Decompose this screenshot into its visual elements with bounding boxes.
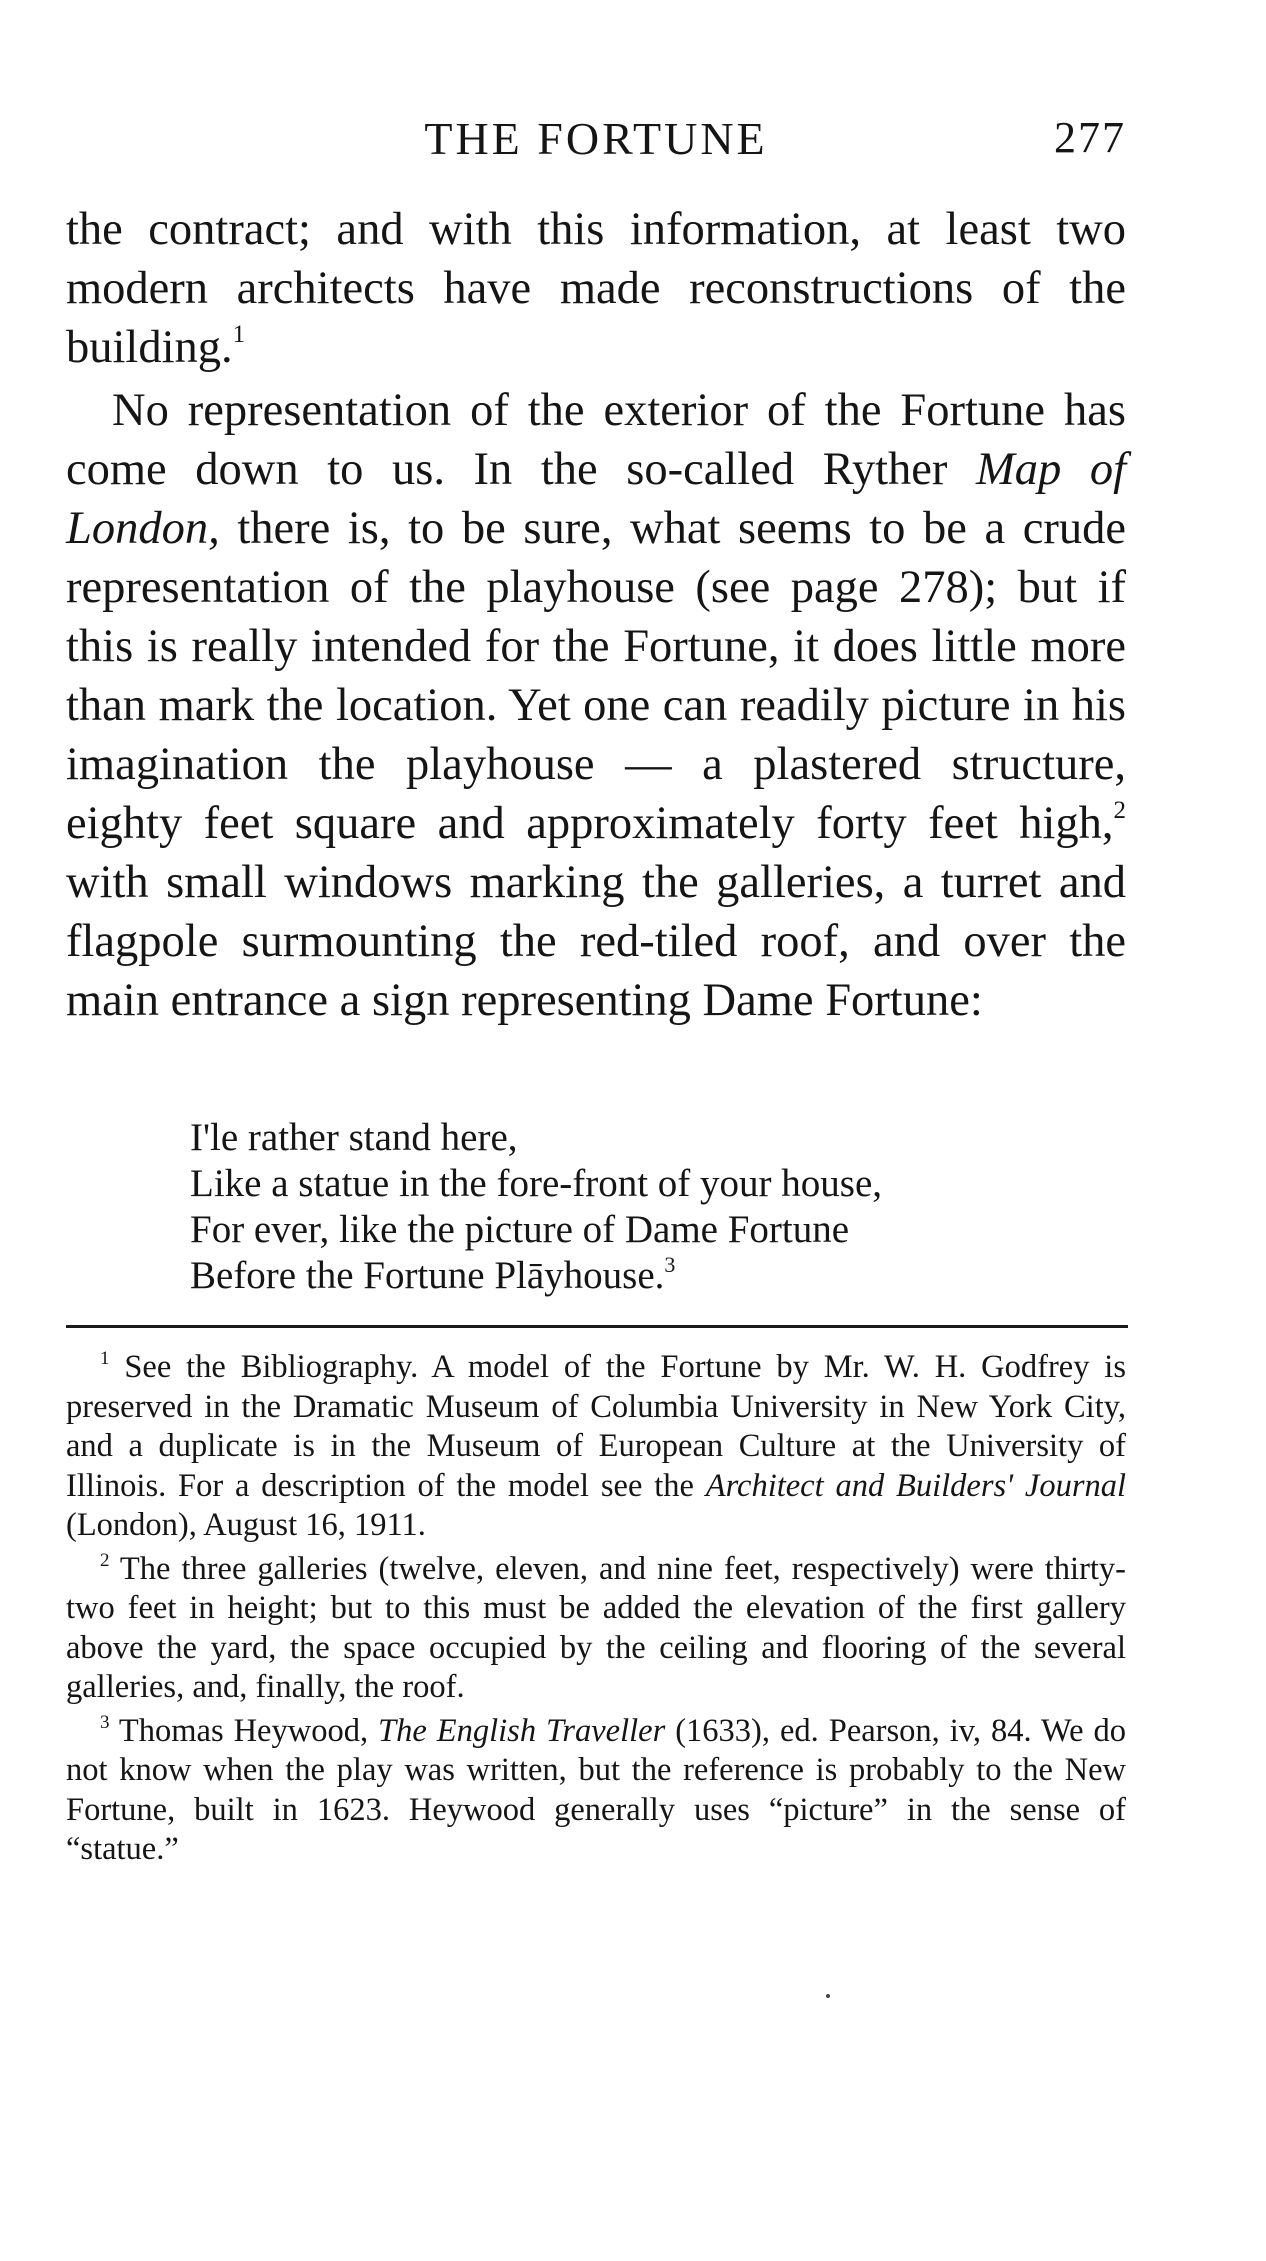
page-number: 277 (1054, 113, 1126, 162)
footnote-3-text-a: Thomas Heywood, (109, 1712, 379, 1749)
journal-title: Architect and Builders' Journal (705, 1467, 1126, 1504)
quote-line: Like a statue in the fore-front of your house, (190, 1162, 883, 1205)
paragraph-2-text-d: with small windows marking the galleries, a turret and flagpole surmounting the red-tiled roof, and over the main entrance a sign representing Dame Fortune: (66, 857, 1126, 1026)
print-speck (826, 1994, 830, 1998)
footnote-1 (66, 1348, 1126, 1546)
footnote-ref-2: 2 (1113, 797, 1126, 824)
footnote-1-marker: 1 (100, 1348, 110, 1369)
footnote-2 (66, 1550, 1126, 1708)
body-text (66, 200, 1126, 1030)
footnote-ref-3: 3 (664, 1252, 676, 1277)
quote-line-last (190, 1253, 1090, 1299)
footnote-3-marker: 3 (100, 1711, 110, 1733)
footnote-1-text-a: See the Bibliography. A model of the Fortune by Mr. W. H. Godfrey is preserved in the Dramatic Museum of Columbia University in New York City, and a duplicate is in the Museum of European Culture at the University of Illinois. For a description of the model see the (66, 1349, 1126, 1504)
footnote-3 (66, 1712, 1126, 1870)
verse-quotation (190, 1115, 1090, 1299)
footnote-ref-1: 1 (232, 321, 246, 348)
footnote-rule (66, 1325, 1128, 1328)
play-title: The English Traveller (378, 1712, 666, 1749)
paragraph-2-text-a: No representation of the exterior of the Fortune has come down to us. In the so-called Ryther (66, 385, 1126, 495)
running-title: THE FORTUNE (424, 113, 768, 164)
footnote-1-text-c: (London), August 16, 1911. (66, 1507, 426, 1543)
paragraph-2-text-c: there is, to be sure, what seems to be a crude representation of the playhouse (see page 278); but if this is really intended for the Fortune, it does little more than mark the location. Yet one can readily picture in his imagination the playhouse — a plastered structure, eighty feet square and approximately forty feet high, (66, 503, 1126, 849)
footnotes (66, 1348, 1126, 1870)
footnote-2-text: The three galleries (twelve, eleven, and nine feet, respectively) were thirty-two feet in height; but to this must be added the elevation of the first gallery above the yard, the space occupied by the ceiling and flooring of the several galleries, and, finally, the roof. (66, 1550, 1126, 1705)
quote-line: For ever, like the picture of Dame Fortune (190, 1208, 850, 1251)
running-head (66, 112, 1126, 172)
footnote-2-marker: 2 (100, 1549, 110, 1571)
footnote-3-text-c: (1633), ed. Pearson, iv, 84. We do not know when the play was written, but the reference is probably to the New Fortune, built in 1623. Heywood generally uses “picture” in the sense of “statue.” (66, 1712, 1126, 1867)
paragraph-1 (66, 200, 1126, 377)
paragraph-2 (66, 381, 1126, 1030)
map-of-london-title: Map of London, (66, 444, 1126, 554)
quote-line-text: Before the Fortune Plāyhouse. (190, 1254, 665, 1297)
quote-line: I'le rather stand here, (190, 1116, 518, 1159)
paragraph-1-text: the contract; and with this information, at least two modern architects have made reconstructions of the building. (66, 204, 1126, 373)
